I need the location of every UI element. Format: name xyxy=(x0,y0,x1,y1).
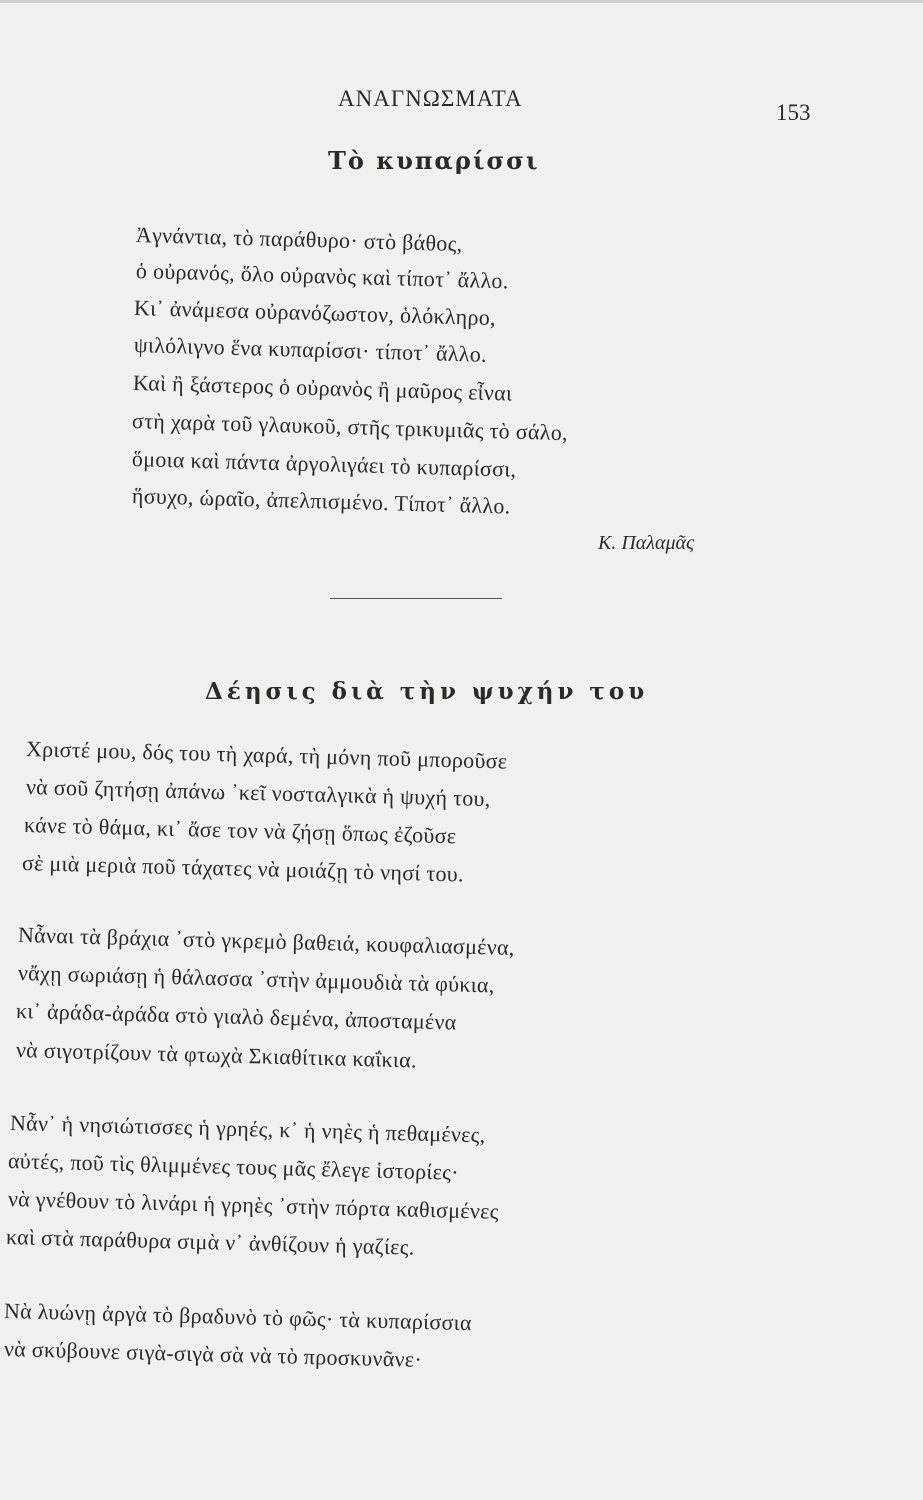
running-head: ΑΝΑΓΝΩΣΜΑΤΑ xyxy=(338,86,523,111)
poem-line: Νἆναι τὰ βράχια ᾽στὸ γκρεμὸ βαθειά, κουφαλιασμένα, xyxy=(17,922,515,961)
poem-line: Καὶ ἢ ξάστερος ὁ οὐρανὸς ἢ μαῦρος εἶναι xyxy=(132,370,513,406)
poem-line: Ἀγνάντια, τὸ παράθυρο· στὸ βάθος, xyxy=(135,222,463,257)
poem-line: αὐτές, ποῦ τὶς θλιμμένες τους μᾶς ἔλεγε ἱστορίες· xyxy=(7,1148,460,1185)
poem-line: Χριστέ μου, δός του τὴ χαρά, τὴ μόνη ποῦ μποροῦσε xyxy=(25,736,508,774)
poem-line: στὴ χαρὰ τοῦ γλαυκοῦ, στῆς τρικυμιᾶς τὸ σάλο, xyxy=(131,408,569,446)
poem-title: Τὸ κυπαρίσσι xyxy=(328,146,540,175)
poem-line: νὰ σκύβουνε σιγὰ-σιγὰ σὰ νὰ τὸ προσκυνᾶνε· xyxy=(3,1336,423,1372)
poem-line: νὰ γνέθουν τὸ λινάρι ἡ γρηὲς ᾽στὴν πόρτα καθισμένες xyxy=(7,1186,500,1224)
poem-line: ὁ οὐρανός, ὅλο οὐρανὸς καὶ τίποτ᾽ ἄλλο. xyxy=(135,258,509,294)
poem-line: κι᾽ ἀράδα-ἀράδα στὸ γιαλὸ δεμένα, ἀποσταμένα xyxy=(15,998,457,1035)
poem-line: Νἆν᾽ ἡ νησιώτισσες ἡ γρηές, κ᾽ ἡ νηὲς ἡ πεθαμένες, xyxy=(9,1110,486,1148)
section-divider xyxy=(330,598,502,599)
top-edge xyxy=(0,0,923,3)
poem-line: σὲ μιὰ μεριὰ ποῦ τάχατες νὰ μοιάζῃ τὸ νησί του. xyxy=(21,850,465,887)
poem-title: Δέησις διὰ τὴν ψυχήν του xyxy=(205,678,649,705)
poem-line: ὅμοια καὶ πάντα ἀργολιγάει τὸ κυπαρίσσι, xyxy=(131,446,517,482)
poem-line: Κι᾽ ἀνάμεσα οὐρανόζωστον, ὁλόκληρο, xyxy=(133,295,497,331)
poem-line: ψιλόλιγνο ἕνα κυπαρίσσι· τίποτ᾽ ἄλλο. xyxy=(133,332,488,367)
author-signature: Κ. Παλαμᾶς xyxy=(598,532,695,554)
poem-line: κάνε τὸ θάμα, κι᾽ ἄσε τον νὰ ζήσῃ ὅπως ἐζοῦσε xyxy=(23,812,457,849)
page-number: 153 xyxy=(776,100,811,125)
poem-line: νὰ σιγοτρίζουν τὰ φτωχὰ Σκιαθίτικα καΐκια. xyxy=(15,1037,418,1073)
poem-line: νὰ σοῦ ζητήσῃ ἀπάνω ᾽κεῖ νοσταλγικὰ ἡ ψυχή του, xyxy=(25,774,491,812)
poem-line: Νὰ λυώνῃ ἀργὰ τὸ βραδυνὸ τὸ φῶς· τὰ κυπαρίσσια xyxy=(3,1298,473,1336)
poem-line: νἄχῃ σωριάσῃ ἡ θάλασσα ᾽στὴν ἀμμουδιὰ τὰ φύκια, xyxy=(17,960,495,998)
poem-line: ἥσυχο, ὡραῖο, ἀπελπισμένο. Τίποτ᾽ ἄλλο. xyxy=(131,483,511,519)
poem-line: καὶ στὰ παράθυρα σιμὰ ν᾽ ἀνθίζουν ἡ γαζίες. xyxy=(5,1224,415,1260)
